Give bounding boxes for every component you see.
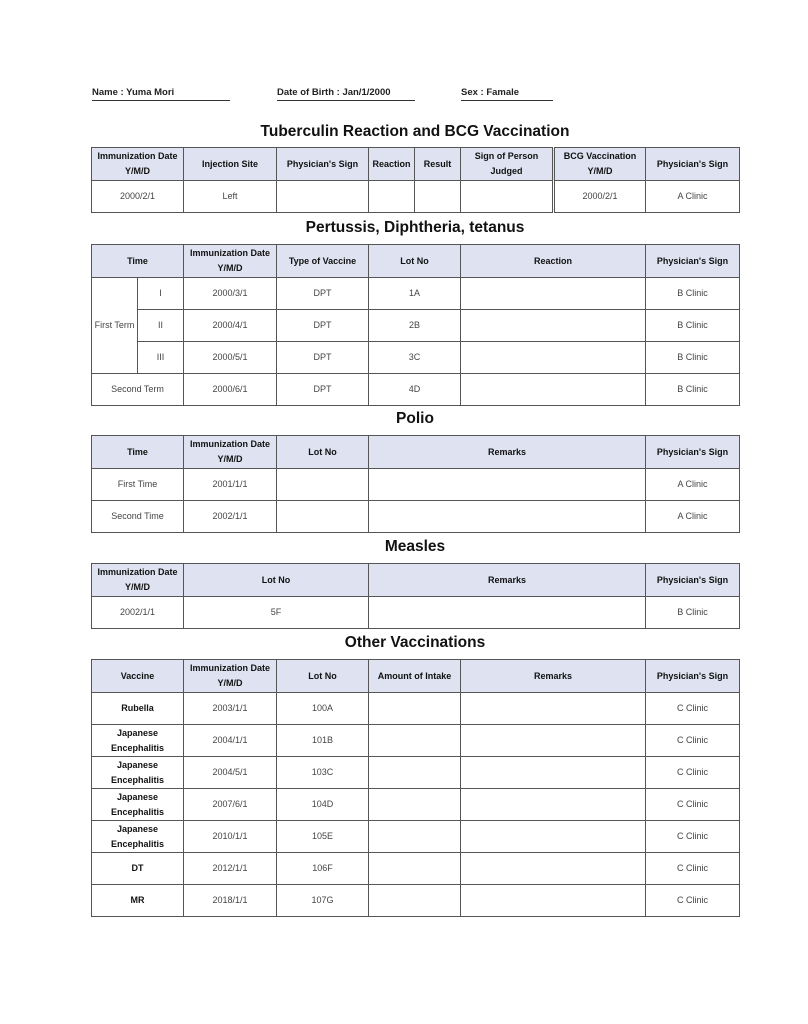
physician-sign: B Clinic bbox=[646, 278, 740, 310]
immunization-date: 2000/4/1 bbox=[184, 310, 277, 342]
remarks bbox=[369, 597, 646, 629]
table-row bbox=[92, 789, 740, 821]
column-header: Time bbox=[92, 245, 184, 278]
measles-table bbox=[91, 563, 740, 629]
lot-no: 3C bbox=[369, 342, 461, 374]
physician-sign: A Clinic bbox=[646, 501, 740, 533]
column-header: Injection Site bbox=[184, 148, 277, 181]
column-header: Reaction bbox=[369, 148, 415, 181]
pdt-title: Pertussis, Diphtheria, tetanus bbox=[305, 219, 525, 236]
physician-sign: C Clinic bbox=[646, 693, 740, 725]
tuberculin-title: Tuberculin Reaction and BCG Vaccination bbox=[260, 123, 570, 140]
vaccine-name: Japanese Encephalitis bbox=[92, 789, 184, 821]
immunization-date: 2002/1/1 bbox=[92, 597, 184, 629]
polio-table bbox=[91, 435, 740, 533]
column-header: Lot No bbox=[277, 660, 369, 693]
lot-no: 5F bbox=[184, 597, 369, 629]
column-header: Remarks bbox=[461, 660, 646, 693]
immunization-date: 2012/1/1 bbox=[184, 853, 277, 885]
table-row bbox=[92, 693, 740, 725]
amount-of-intake bbox=[369, 853, 461, 885]
reaction bbox=[369, 181, 415, 213]
dose-time: First Time bbox=[92, 469, 184, 501]
vaccine-type: DPT bbox=[277, 342, 369, 374]
reaction bbox=[461, 374, 646, 406]
physician-sign bbox=[277, 181, 369, 213]
vaccine-type: DPT bbox=[277, 278, 369, 310]
column-header: Immunization Date Y/M/D bbox=[92, 148, 184, 181]
table-row bbox=[92, 853, 740, 885]
column-header: Physician's Sign bbox=[277, 148, 369, 181]
second-term-label: Second Term bbox=[92, 374, 184, 406]
column-header: Sign of Person Judged bbox=[461, 148, 554, 181]
lot-no: 101B bbox=[277, 725, 369, 757]
physician-sign: C Clinic bbox=[646, 757, 740, 789]
immunization-date: 2002/1/1 bbox=[184, 501, 277, 533]
column-header: Remarks bbox=[369, 564, 646, 597]
table-row bbox=[92, 278, 740, 310]
column-header: Immunization Date Y/M/D bbox=[184, 245, 277, 278]
table-row bbox=[92, 725, 740, 757]
remarks bbox=[369, 501, 646, 533]
injection-site: Left bbox=[184, 181, 277, 213]
other-vaccinations-title: Other Vaccinations bbox=[344, 634, 486, 651]
column-header: Immunization Date Y/M/D bbox=[184, 660, 277, 693]
immunization-date: 2000/3/1 bbox=[184, 278, 277, 310]
physician-sign: C Clinic bbox=[646, 789, 740, 821]
physician-sign: B Clinic bbox=[646, 597, 740, 629]
column-header: Immunization Date Y/M/D bbox=[184, 436, 277, 469]
column-header: Remarks bbox=[369, 436, 646, 469]
result bbox=[415, 181, 461, 213]
column-header: Lot No bbox=[184, 564, 369, 597]
remarks bbox=[461, 885, 646, 917]
column-header: Physician's Sign bbox=[646, 245, 740, 278]
physician-sign: A Clinic bbox=[646, 469, 740, 501]
column-header: Physician's Sign bbox=[646, 436, 740, 469]
column-header: Physician's Sign bbox=[646, 660, 740, 693]
immunization-date: 2000/5/1 bbox=[184, 342, 277, 374]
remarks bbox=[461, 757, 646, 789]
immunization-date: 2003/1/1 bbox=[184, 693, 277, 725]
column-header: Lot No bbox=[277, 436, 369, 469]
immunization-date: 2004/5/1 bbox=[184, 757, 277, 789]
patient-name: Name : Yuma Mori bbox=[92, 87, 230, 101]
lot-no: 107G bbox=[277, 885, 369, 917]
table-header-row bbox=[92, 148, 740, 181]
vaccine-name: DT bbox=[92, 853, 184, 885]
bcg-date: 2000/2/1 bbox=[554, 181, 646, 213]
lot-no: 1A bbox=[369, 278, 461, 310]
vaccine-name: Japanese Encephalitis bbox=[92, 821, 184, 853]
column-header: Type of Vaccine bbox=[277, 245, 369, 278]
remarks bbox=[461, 853, 646, 885]
column-header: Immunization Date Y/M/D bbox=[92, 564, 184, 597]
vaccine-name: MR bbox=[92, 885, 184, 917]
amount-of-intake bbox=[369, 789, 461, 821]
remarks bbox=[461, 789, 646, 821]
bcg-physician-sign: A Clinic bbox=[646, 181, 740, 213]
polio-title: Polio bbox=[396, 410, 434, 427]
vaccine-type: DPT bbox=[277, 374, 369, 406]
reaction bbox=[461, 310, 646, 342]
remarks bbox=[369, 469, 646, 501]
table-header-row bbox=[92, 245, 740, 278]
immunization-date: 2000/2/1 bbox=[92, 181, 184, 213]
lot-no bbox=[277, 469, 369, 501]
table-header-row bbox=[92, 660, 740, 693]
lot-no: 106F bbox=[277, 853, 369, 885]
table-row bbox=[92, 342, 740, 374]
table-header-row bbox=[92, 564, 740, 597]
date-of-birth: Date of Birth : Jan/1/2000 bbox=[277, 87, 415, 101]
vaccine-name: Japanese Encephalitis bbox=[92, 757, 184, 789]
physician-sign: C Clinic bbox=[646, 885, 740, 917]
physician-sign: C Clinic bbox=[646, 853, 740, 885]
column-header: Physician's Sign bbox=[646, 564, 740, 597]
dose-number: III bbox=[138, 342, 184, 374]
amount-of-intake bbox=[369, 725, 461, 757]
first-term-label: First Term bbox=[92, 278, 138, 374]
amount-of-intake bbox=[369, 693, 461, 725]
immunization-date: 2007/6/1 bbox=[184, 789, 277, 821]
column-header: Reaction bbox=[461, 245, 646, 278]
remarks bbox=[461, 725, 646, 757]
other-vaccinations-table bbox=[91, 659, 740, 917]
column-header: Result bbox=[415, 148, 461, 181]
lot-no: 104D bbox=[277, 789, 369, 821]
table-row bbox=[92, 469, 740, 501]
physician-sign: C Clinic bbox=[646, 821, 740, 853]
vaccine-type: DPT bbox=[277, 310, 369, 342]
reaction bbox=[461, 278, 646, 310]
sign-of-person-judged bbox=[461, 181, 554, 213]
lot-no bbox=[277, 501, 369, 533]
immunization-date: 2004/1/1 bbox=[184, 725, 277, 757]
column-header: Lot No bbox=[369, 245, 461, 278]
immunization-date: 2010/1/1 bbox=[184, 821, 277, 853]
lot-no: 2B bbox=[369, 310, 461, 342]
column-header: Vaccine bbox=[92, 660, 184, 693]
table-row bbox=[92, 885, 740, 917]
physician-sign: C Clinic bbox=[646, 725, 740, 757]
amount-of-intake bbox=[369, 885, 461, 917]
tuberculin-table bbox=[91, 147, 740, 213]
table-row bbox=[92, 757, 740, 789]
table-row bbox=[92, 821, 740, 853]
immunization-date: 2000/6/1 bbox=[184, 374, 277, 406]
vaccine-name: Rubella bbox=[92, 693, 184, 725]
table-row bbox=[92, 310, 740, 342]
column-header: Physician's Sign bbox=[646, 148, 740, 181]
table-row bbox=[92, 501, 740, 533]
dose-number: II bbox=[138, 310, 184, 342]
table-row bbox=[92, 374, 740, 406]
physician-sign: B Clinic bbox=[646, 342, 740, 374]
immunization-date: 2001/1/1 bbox=[184, 469, 277, 501]
lot-no: 105E bbox=[277, 821, 369, 853]
dose-time: Second Time bbox=[92, 501, 184, 533]
amount-of-intake bbox=[369, 821, 461, 853]
measles-title: Measles bbox=[384, 538, 446, 555]
reaction bbox=[461, 342, 646, 374]
pdt-table bbox=[91, 244, 740, 406]
remarks bbox=[461, 821, 646, 853]
lot-no: 4D bbox=[369, 374, 461, 406]
lot-no: 103C bbox=[277, 757, 369, 789]
table-header-row bbox=[92, 436, 740, 469]
column-header: BCG Vaccination Y/M/D bbox=[554, 148, 646, 181]
vaccine-name: Japanese Encephalitis bbox=[92, 725, 184, 757]
physician-sign: B Clinic bbox=[646, 310, 740, 342]
immunization-date: 2018/1/1 bbox=[184, 885, 277, 917]
lot-no: 100A bbox=[277, 693, 369, 725]
amount-of-intake bbox=[369, 757, 461, 789]
column-header: Amount of Intake bbox=[369, 660, 461, 693]
physician-sign: B Clinic bbox=[646, 374, 740, 406]
column-header: Time bbox=[92, 436, 184, 469]
patient-sex: Sex : Famale bbox=[461, 87, 553, 101]
remarks bbox=[461, 693, 646, 725]
table-row bbox=[92, 181, 740, 213]
dose-number: I bbox=[138, 278, 184, 310]
table-row bbox=[92, 597, 740, 629]
